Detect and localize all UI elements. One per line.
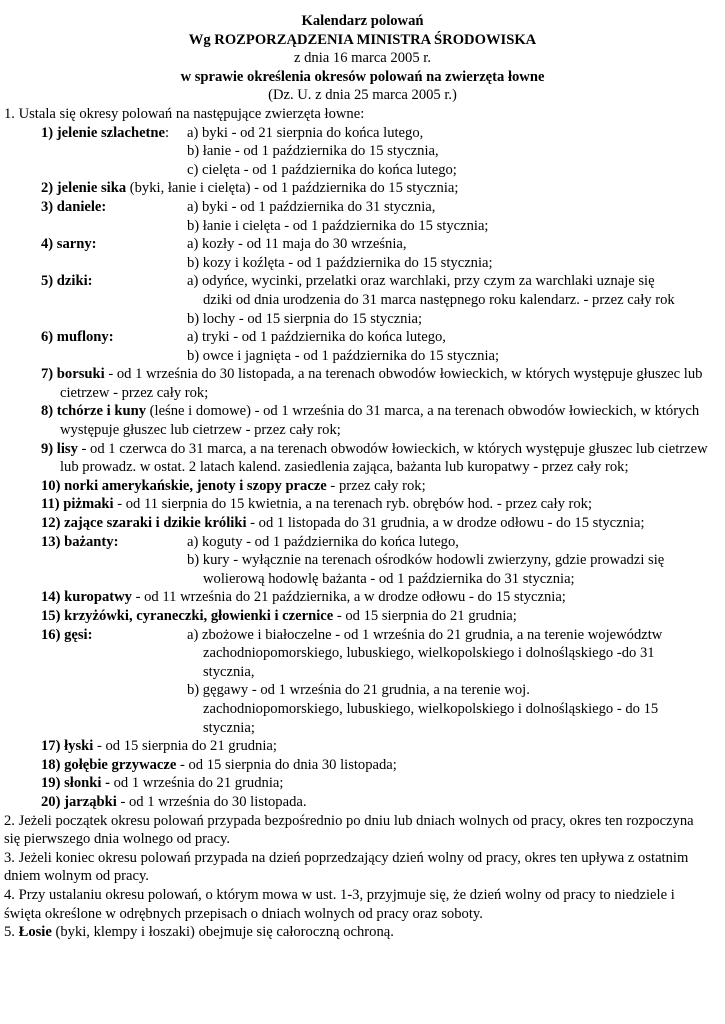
item-4-a: 4) sarny: a) kozły - od 11 maja do 30 września, (41, 236, 407, 253)
item-6-a: 6) muflony: a) tryki - od 1 października do końca lutego, (41, 329, 446, 346)
item-16-label: 16) gęsi: (41, 626, 93, 643)
item-7: 7) borsuki - od 1 września do 30 listopada, a na terenach obwodów łowieckich, w których występuje głuszec lub cietrzew - przez cały rok; (41, 366, 703, 401)
item-4-b: b) kozy i koźlęta - od 1 października do 15 stycznia; (187, 254, 493, 271)
regulation-title: Wg ROZPORZĄDZENIA MINISTRA ŚRODOWISKA (188, 31, 537, 48)
item-6-b: b) owce i jagnięta - od 1 października do 15 stycznia; (187, 347, 500, 364)
item-3-label: 3) daniele: (41, 198, 107, 215)
item-18: 18) gołębie grzywacze - od 15 sierpnia do dnia 30 listopada; (41, 756, 397, 773)
item-3-b: b) łanie i cielęta - od 1 października do 15 stycznia; (187, 217, 489, 234)
paragraph-2: 2. Jeżeli początek okresu polowań przypada bezpośrednio po dniu lub dniach wolnych od pracy, okres ten rozpoczyna się pierwszego dnia wolnego od pracy. (4, 812, 694, 848)
paragraph-5: 5. Łosie (byki, klempy i łoszaki) obejmuje się całoroczną ochroną. (4, 924, 394, 941)
item-13-label: 13) bażanty: (41, 533, 119, 550)
item-1-b: b) łanie - od 1 października do 15 stycznia, (187, 143, 439, 160)
item-5-a-cont: dziki od dnia urodzenia do 31 marca następnego roku kalendarz. - przez cały rok (203, 291, 675, 308)
intro-paragraph: 1. Ustala się okresy polowań na następujące zwierzęta łowne: (4, 105, 365, 122)
item-4-label: 4) sarny: (41, 236, 97, 253)
item-6-label: 6) muflony: (41, 329, 114, 346)
item-1-label: 1) jelenie szlachetne: (41, 124, 170, 141)
item-10: 10) norki amerykańskie, jenoty i szopy pracze - przez cały rok; (41, 477, 426, 494)
document-title: Kalendarz polowań (301, 13, 424, 29)
item-16-b-cont2: stycznia; (203, 719, 255, 736)
item-5-label: 5) dziki: (41, 273, 93, 290)
document (0, 12, 725, 942)
item-19: 19) słonki - od 1 września do 21 grudnia; (41, 775, 284, 792)
item-20: 20) jarząbki - od 1 września do 30 listopada. (41, 793, 307, 810)
regulation-date: z dnia 16 marca 2005 r. (294, 50, 431, 67)
item-1-a: 1) jelenie szlachetne: a) byki - od 21 sierpnia do końca lutego, (41, 124, 424, 141)
item-15: 15) krzyżówki, cyraneczki, głowienki i czernice - od 15 sierpnia do 21 grudnia; (41, 608, 517, 624)
item-8: 8) tchórze i kuny (leśne i domowe) - od 1 września do 31 marca, a na terenach obwodów łowieckich, w których występuje głuszec lub cietrzew - przez cały rok; (41, 403, 700, 439)
item-16-a-cont: zachodniopomorskiego, lubuskiego, wielkopolskiego i dolnośląskiego -do 31 (203, 645, 655, 662)
item-3-a: 3) daniele: a) byki - od 1 października do 31 stycznia, (41, 198, 436, 215)
item-12: 12) zające szaraki i dzikie króliki - od 1 listopada do 31 grudnia, a w drodze odłowu - do 15 stycznia; (41, 515, 645, 532)
item-13-a: 13) bażanty: a) koguty - od 1 października do końca lutego, (41, 533, 459, 550)
item-14: 14) kuropatwy - od 11 września do 21 października, a w drodze odłowu - do 15 stycznia; (41, 589, 566, 606)
regulation-source: (Dz. U. z dnia 25 marca 2005 r.) (268, 87, 457, 104)
item-11: 11) piżmaki - od 11 sierpnia do 15 kwietnia, a na terenach ryb. obrębów hod. - przez cały rok; (41, 496, 593, 513)
item-17: 17) łyski - od 15 sierpnia do 21 grudnia; (41, 738, 277, 755)
item-13-b-cont: wolierową hodowlę bażanta - od 1 października do 31 stycznia; (203, 570, 575, 587)
regulation-subject: w sprawie określenia okresów polowań na zwierzęta łowne (180, 68, 545, 85)
item-9: 9) lisy - od 1 czerwca do 31 marca, a na terenach obwodów łowieckich, w których występuje głuszec lub cietrzew lub prowadz. w ostat. 2 latach kalend. zasiedlenia zająca, bażanta lub kuropatwy - przez cały rok; (41, 440, 708, 476)
item-1-c: c) cielęta - od 1 października do końca lutego; (187, 161, 457, 178)
paragraph-4: 4. Przy ustalaniu okresu polowań, o którym mowa w ust. 1-3, przyjmuje się, że dzień wolny od pracy to niedziele i święta określone w odrębnych przepisach o dniach wolnych od pracy oraz soboty. (4, 886, 675, 922)
item-5-b: b) lochy - od 15 sierpnia do 15 stycznia; (187, 310, 423, 327)
item-16-a-cont2: stycznia, (203, 663, 255, 680)
paragraph-3: 3. Jeżeli koniec okresu polowań przypada na dzień poprzedzający dzień wolny od pracy, okres ten upływa z ostatnim dniem wolnym od pracy. (4, 849, 689, 885)
item-13-b: b) kury - wyłącznie na terenach ośrodków hodowli zwierzyny, gdzie prowadzi się (187, 552, 665, 569)
item-2: 2) jelenie sika (byki, łanie i cielęta) - od 1 października do 15 stycznia; (41, 180, 459, 197)
item-16-b: b) gęgawy - od 1 września do 21 grudnia, a na terenie woj. (187, 682, 530, 699)
item-16-a: 16) gęsi: a) zbożowe i białoczelne - od 1 września do 21 grudnia, a na terenie województw (41, 626, 663, 643)
item-16-b-cont: zachodniopomorskiego, lubuskiego, wielkopolskiego i dolnośląskiego - do 15 (203, 700, 659, 717)
item-5-a: 5) dziki: a) odyńce, wycinki, przelatki oraz warchlaki, przy czym za warchlaki uznaje się (41, 273, 655, 290)
